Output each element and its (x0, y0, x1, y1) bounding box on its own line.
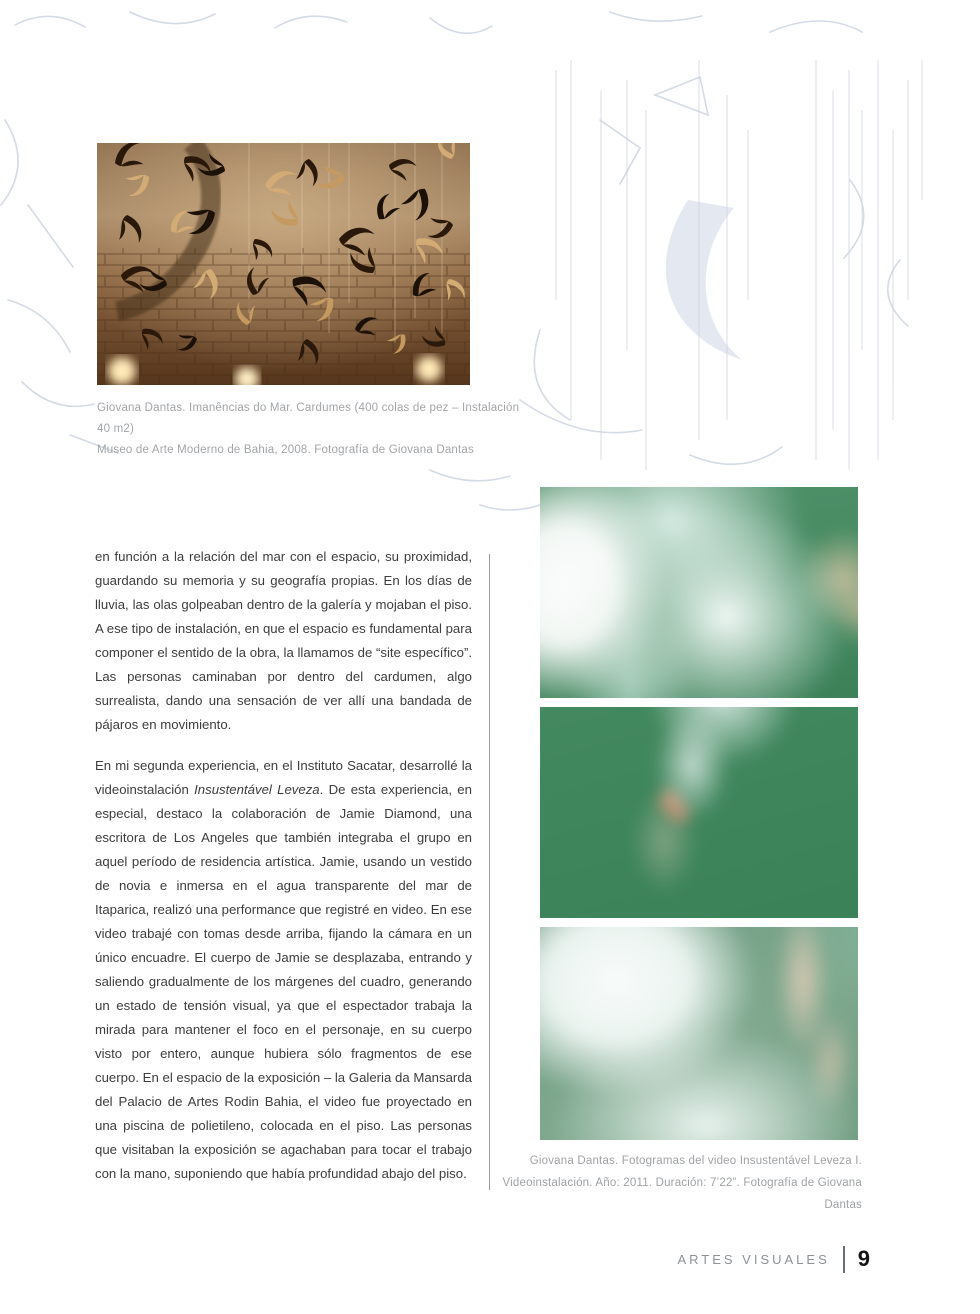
footer-divider (843, 1246, 845, 1273)
video-still-3 (540, 927, 858, 1140)
video-stills-caption (470, 1150, 862, 1216)
video-still-2-image (540, 707, 858, 918)
video-stills-caption-line2: Videoinstalación. Año: 2011. Duración: 7’22”. Fotografía de Giovana Dantas (502, 1177, 862, 1211)
section-label: ARTES VISUALES (677, 1251, 830, 1267)
paragraph-2-pre: En mi segunda experiencia, en el Instituto Sacatar, desarrollé la videoinstalación (95, 758, 472, 797)
video-still-1 (540, 487, 858, 698)
article-paragraph-1: en función a la relación del mar con el espacio, su proximidad, guardando su memoria y su geografía propias. En los días de lluvia, las olas golpeaban dentro de la galería y mojaban el piso. A ese tipo de instalación, en que el espacio es fundamental para componer el sentido de la obra, la llamamos de “site específico”. Las personas caminaban por dentro del cardumen, algo surrealista, dando una sensación de ver allí una bandada de pájaros en movimiento. (95, 549, 472, 732)
video-still-2 (540, 707, 858, 918)
article-text-column (95, 545, 472, 1203)
page-footer (677, 1242, 870, 1276)
installation-caption-line2: Museo de Arte Moderno de Bahia, 2008. Fotografía de Giovana Dantas (97, 444, 474, 456)
installation-photo (97, 143, 470, 385)
video-stills-column (540, 487, 858, 1149)
installation-caption-line1: Giovana Dantas. Imanências do Mar. Cardumes (400 colas de pez – Instalación 40 m2) (97, 402, 520, 435)
page-number: 9 (857, 1246, 870, 1271)
column-divider-rule (489, 554, 490, 1190)
installation-caption (97, 398, 527, 461)
paragraph-2-post: . De esta experiencia, en especial, destaco la colaboración de Jamie Diamond, una escritora de Los Angeles que también integraba el grupo en aquel período de residencia artística. Jamie, usando un vestido de novia e inmersa en el agua transparente del mar de Itaparica, realizó una performance que registré en video. En ese video trabajé con tomas desde arriba, fijando la cámara en un único encuadre. El cuerpo de Jamie se desplazaba, entrando y saliendo gradualmente de los márgenes del cuadro, generando un estado de tensión visual, ya que el espectador trabaja la mirada para mantener el foco en el personaje, en su cuerpo visto por entero, aunque hubiera sólo fragmentos de ese cuerpo. En el espacio de la exposición – la Galeria da Mansarda del Palacio de Artes Rodin Bahia, el video fue proyectado en una piscina de polietileno, colocada en el piso. Las personas que visitaban la exposición se agachaban para tocar el trabajo con la mano, suponiendo que había profundidad abajo del piso. (95, 782, 472, 1181)
video-still-3-image (540, 927, 858, 1140)
video-stills-caption-line1: Giovana Dantas. Fotogramas del video Insustentável Leveza I. (529, 1155, 862, 1167)
article-paragraph-2 (95, 754, 472, 1186)
paragraph-2-work-title: Insustentável Leveza (194, 782, 320, 797)
video-still-1-image (540, 487, 858, 698)
